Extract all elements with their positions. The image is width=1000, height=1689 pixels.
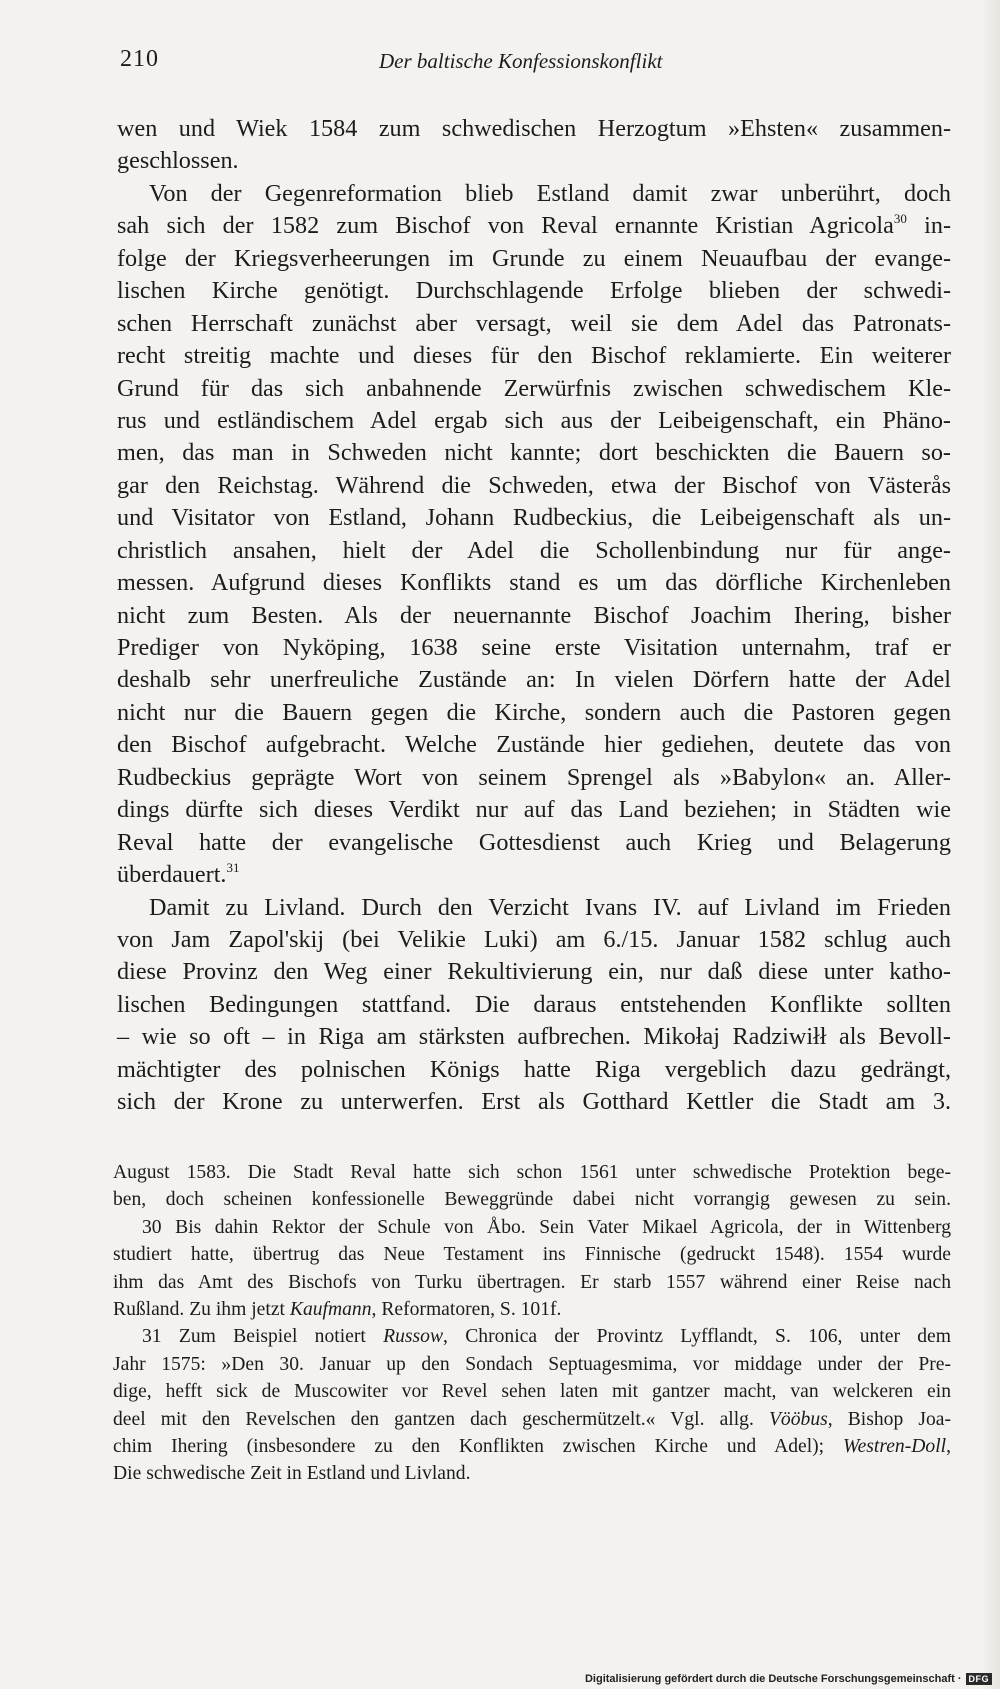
body-line: men, das man in Schweden nicht kannte; dort beschickten die Bauern so-: [117, 439, 951, 467]
note-line: August 1583. Die Stadt Reval hatte sich schon 1561 unter schwedische Protektion bege-: [113, 1162, 951, 1183]
body-line: Grund für das sich anbahnende Zerwürfnis zwischen schwedischem Kle-: [117, 374, 951, 402]
body-line: Damit zu Livland. Durch den Verzicht Ivans IV. auf Livland im Frieden: [149, 893, 951, 921]
body-line: – wie so oft – in Riga am stärksten aufbrechen. Mikołaj Radziwiłł als Bevoll-: [117, 1023, 951, 1051]
body-line: messen. Aufgrund dieses Konflikts stand es um das dörfliche Kirchenleben: [117, 569, 951, 597]
page-edge-shadow: [982, 0, 1000, 1689]
note-line: Rußland. Zu ihm jetzt Kaufmann, Reformatoren, S. 101f.: [113, 1298, 562, 1320]
body-line: lischen Bedingungen stattfand. Die daraus entstehenden Konflikte sollten: [117, 990, 951, 1018]
body-line: folge der Kriegsverheerungen im Grunde zu einem Neuaufbau der evange-: [117, 244, 951, 272]
note-line: ihm das Amt des Bischofs von Turku übertragen. Er starb 1557 während einer Reise nach: [113, 1271, 951, 1293]
body-line: mächtigter des polnischen Königs hatte Riga vergeblich dazu gedrängt,: [117, 1055, 951, 1083]
note-line: Die schwedische Zeit in Estland und Livland.: [113, 1463, 471, 1485]
note-line: ben, doch scheinen konfessionelle Beweggründe dabei nicht vorrangig gewesen zu sein.: [113, 1189, 951, 1211]
note-line: studiert hatte, übertrug das Neue Testament ins Finnische (gedruckt 1548). 1554 wurde: [113, 1244, 951, 1266]
body-line: lischen Kirche genötigt. Durchschlagende Erfolge blieben der schwedi-: [117, 277, 951, 305]
body-line: den Bischof aufgebracht. Welche Zustände hier gediehen, deutete das von: [117, 731, 951, 759]
body-line: Rudbeckius geprägte Wort von seinem Sprengel als »Babylon« an. Aller-: [117, 763, 951, 791]
credit-text: Digitalisierung gefördert durch die Deutsche Forschungsgemeinschaft ·: [584, 1673, 962, 1685]
main-text: [117, 113, 951, 1119]
body-line: sich der Krone zu unterwerfen. Erst als Gotthard Kettler die Stadt am 3.: [117, 1088, 951, 1116]
body-line: Reval hatte der evangelische Gottesdienst auch Krieg und Belagerung: [117, 828, 951, 856]
body-line: dings dürfte sich dieses Verdikt nur auf das Land beziehen; in Städten wie: [117, 796, 951, 824]
body-line: sah sich der 1582 zum Bischof von Reval ernannte Kristian Agricola$^{30}$ in-: [117, 211, 951, 240]
footnote-ref: 31: [226, 860, 240, 876]
body-line: schen Herrschaft zunächst aber versagt, weil sie dem Adel das Patronats-: [117, 309, 951, 337]
body-line: nicht nur die Bauern gegen die Kirche, sondern auch die Pastoren gegen: [117, 698, 951, 726]
note-line: dige, hefft sick de Muscowiter vor Revel sehen laten mit gantzer macht, van welckeren ein: [113, 1381, 951, 1403]
note-line: deel mit den Revelschen den gantzen dach geschermützelt.« Vgl. allg. Vööbus, Bishop Joa-: [113, 1408, 951, 1430]
body-line: überdauert.$^{31}$: [117, 860, 240, 889]
body-line: von Jam Zapol'skij (bei Velikie Luki) am 6./15. Januar 1582 schlug auch: [117, 925, 951, 953]
body-line: nicht zum Besten. Als der neuernannte Bischof Joachim Ihering, bisher: [117, 601, 951, 629]
body-line: Prediger von Nyköping, 1638 seine erste Visitation unternahm, traf er: [117, 634, 951, 661]
body-line: deshalb sehr unerfreuliche Zustände an: In vielen Dörfern hatte der Adel: [117, 666, 951, 694]
note-line: 30 Bis dahin Rektor der Schule von Åbo. Sein Vater Mikael Agricola, der in Wittenberg: [142, 1216, 951, 1238]
footnote-ref: 30: [893, 211, 907, 227]
body-line: christlich ansahen, hielt der Adel die Schollenbindung nur für ange-: [117, 536, 951, 564]
note-line: 31 Zum Beispiel notiert Russow, Chronica der Provintz Lyfflandt, S. 106, unter dem: [142, 1326, 951, 1348]
body-line: gar den Reichstag. Während die Schweden, etwa der Bischof von Västerås: [117, 471, 951, 499]
page-number: 210: [120, 46, 159, 72]
footnotes: [113, 1159, 951, 1488]
body-line: geschlossen.: [117, 147, 239, 175]
body-line: und Visitator von Estland, Johann Rudbeckius, die Leibeigenschaft als un-: [117, 504, 951, 532]
running-title: Der baltische Konfessionskonflikt: [379, 49, 663, 73]
body-line: rus und estländischem Adel ergab sich aus der Leibeigenschaft, ein Phäno-: [117, 406, 951, 434]
digitization-credit: [585, 1673, 992, 1685]
body-line: Von der Gegenreformation blieb Estland damit zwar unberührt, doch: [149, 179, 951, 207]
note-line: chim Ihering (insbesondere zu den Konflikten zwischen Kirche und Adel); Westren-Doll,: [113, 1435, 951, 1457]
body-line: recht streitig machte und dieses für den Bischof reklamierte. Ein weiterer: [117, 342, 951, 370]
page-header: [120, 46, 950, 80]
dfg-logo: DFG: [966, 1673, 993, 1685]
body-line: diese Provinz den Weg einer Rekultivierung ein, nur daß diese unter katho-: [117, 958, 951, 986]
note-line: Jahr 1575: »Den 30. Januar up den Sondach Septuagesmima, vor middage under der Pre-: [113, 1353, 951, 1375]
body-line: wen und Wiek 1584 zum schwedischen Herzogtum »Ehsten« zusammen-: [117, 115, 951, 142]
